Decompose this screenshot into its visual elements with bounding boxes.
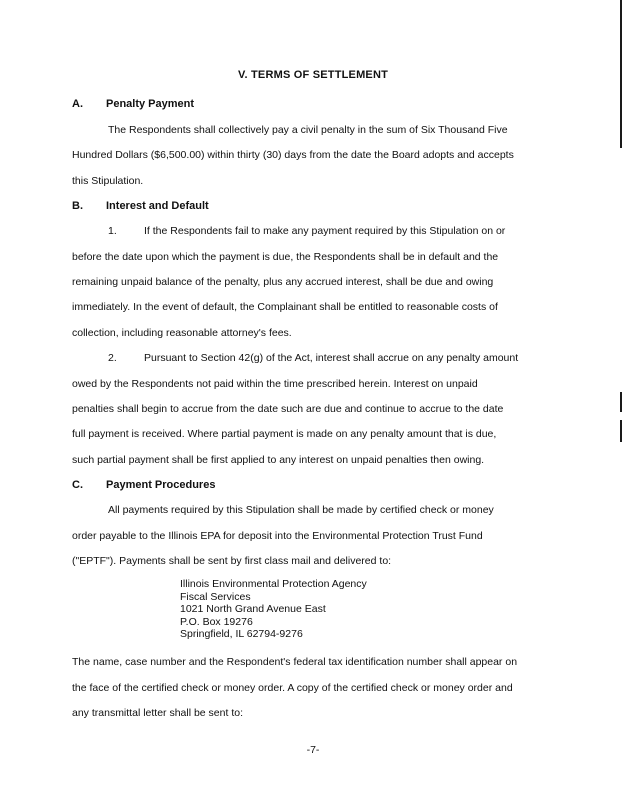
section-letter: C. <box>72 479 83 491</box>
section-heading-text: Penalty Payment <box>106 98 195 110</box>
paragraph-number: 2. <box>108 352 117 364</box>
paragraph-line: this Stipulation. <box>72 175 144 187</box>
address-line: Fiscal Services <box>180 590 251 603</box>
paragraph-line <box>108 225 505 237</box>
section-title: V. TERMS OF SETTLEMENT <box>237 69 389 81</box>
scan-edge-mark <box>620 392 622 412</box>
paragraph-line: order payable to the Illinois EPA for deposit into the Environmental Protection Trust Fund <box>72 530 483 542</box>
paragraph-line: collection, including reasonable attorney's fees. <box>72 327 292 339</box>
section-letter: B. <box>72 200 83 212</box>
paragraph-line: Hundred Dollars ($6,500.00) within thirty (30) days from the date the Board adopts and accepts <box>72 149 514 161</box>
section-heading-text: Interest and Default <box>106 200 209 212</box>
address-line: Illinois Environmental Protection Agency <box>180 578 367 590</box>
paragraph-line: ("EPTF"). Payments shall be sent by first class mail and delivered to: <box>72 555 392 567</box>
paragraph-line: full payment is received. Where partial payment is made on any penalty amount that is due, <box>72 428 497 440</box>
paragraph-line: such partial payment shall be first applied to any interest on unpaid penalties then owing. <box>72 454 485 466</box>
section-b-heading <box>72 200 209 212</box>
address-line: Springfield, IL 62794-9276 <box>180 628 303 640</box>
section-c-heading <box>72 479 215 491</box>
paragraph-line: immediately. In the event of default, the Complainant shall be entitled to reasonable costs of <box>72 301 498 313</box>
paragraph-line: penalties shall begin to accrue from the date such are due and continue to accrue to the date <box>72 403 504 415</box>
paragraph-line: owed by the Respondents not paid within the time prescribed herein. Interest on unpaid <box>72 378 478 390</box>
section-letter: A. <box>72 98 83 110</box>
paragraph-line: The name, case number and the Respondent's federal tax identification number shall appear on <box>72 656 518 668</box>
paragraph-line: The Respondents shall collectively pay a civil penalty in the sum of Six Thousand Five <box>108 124 508 136</box>
section-a-heading <box>72 98 194 110</box>
address-line: 1021 North Grand Avenue East <box>180 603 326 615</box>
address-line: P.O. Box 19276 <box>180 615 253 628</box>
paragraph-text: If the Respondents fail to make any payment required by this Stipulation on or <box>144 225 506 237</box>
page-number: -7- <box>306 744 320 756</box>
paragraph-line <box>108 352 518 364</box>
paragraph-text: Pursuant to Section 42(g) of the Act, interest shall accrue on any penalty amount <box>144 352 519 364</box>
paragraph-line: before the date upon which the payment is due, the Respondents shall be in default and the <box>72 251 499 263</box>
section-heading-text: Payment Procedures <box>106 479 216 491</box>
paragraph-number: 1. <box>108 225 117 237</box>
paragraph-line: the face of the certified check or money order. A copy of the certified check or money order and <box>72 682 513 694</box>
scan-edge-mark <box>620 420 622 442</box>
mailing-address <box>180 578 367 641</box>
paragraph-line: remaining unpaid balance of the penalty, plus any accrued interest, shall be due and owing <box>72 276 494 288</box>
paragraph-line: any transmittal letter shall be sent to: <box>72 707 243 719</box>
paragraph-line: All payments required by this Stipulation shall be made by certified check or money <box>108 504 494 516</box>
